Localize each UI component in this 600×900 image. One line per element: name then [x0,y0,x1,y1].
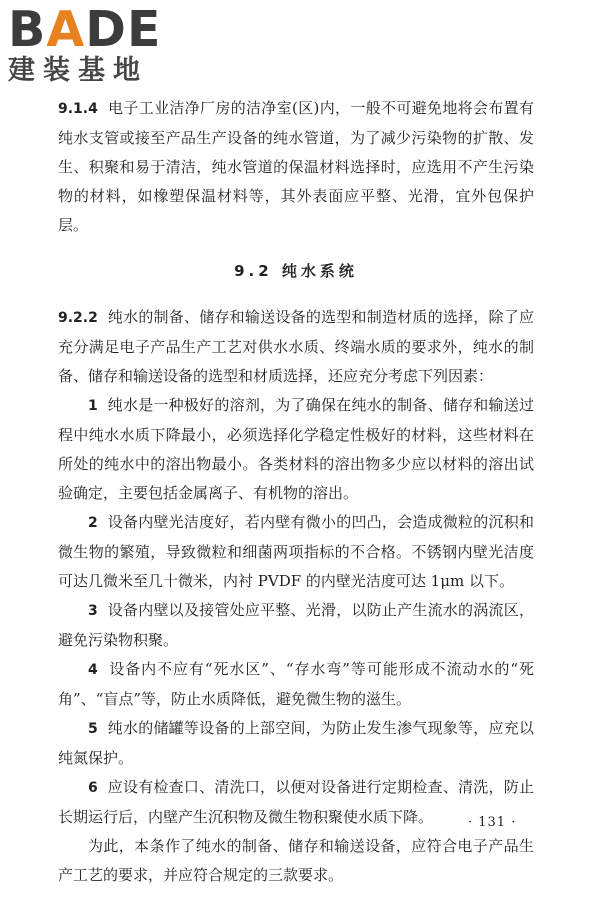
list-item: 6 应设有检查口、清洗口，以便对设备进行定期检查、清洗，防止长期运行后，内壁产生沉积物及微生物积聚使水质下降。 [58,778,534,826]
list-item: 1 纯水是一种极好的溶剂，为了确保在纯水的制备、储存和输送过程中纯水水质下降最小，必须选择化学稳定性极好的材料，这些材料在所处的纯水中的溶出物最小。各类材料的溶出物多少应以材料的溶出试验确定，主要包括金属离子、有机物的溶出。 [58,396,534,502]
site-logo [8,1,178,90]
logo-wordmark: BADE [8,1,162,58]
list-item: 2 设备内壁光洁度好，若内壁有微小的凹凸，会造成微粒的沉积和微生物的繁殖，导致微粒和细菌两项指标的不合格。不锈钢内壁光洁度可达几微米至几十微米，内衬 PVDF 的内壁光洁度可达 1μm 以下。 [58,513,534,590]
list-item: 4 设备内不应有“死水区”、“存水弯”等可能形成不流动水的“死角”、“盲点”等，防止水质降低，避免微生物的滋生。 [58,660,534,708]
clause-text: 电子工业洁净厂房的洁净室(区)内，一般不可避免地将会布置有纯水支管或接至产品生产设备的纯水管道，为了减少污染物的扩散、发生、积聚和易于清洁，纯水管道的保温材料选择时，应选用不产生污染物的材料，如橡塑保温材料等，其外表面应平整、光滑，宜外包保护层。 [58,99,534,234]
clause-text: 纯水的制备、储存和输送设备的选型和制造材质的选择，除了应充分满足电子产品生产工艺对供水水质、终端水质的要求外，纯水的制备、储存和输送设备的选型和材质选择，还应充分考虑下列因素： [58,308,534,385]
closing-paragraph: 为此，本条作了纯水的制备、储存和输送设备，应符合电子产品生产工艺的要求，并应符合规定的三款要求。 [58,837,534,884]
list-item: 3 设备内壁以及接管处应平整、光滑，以防止产生流水的涡流区，避免污染物积聚。 [58,601,534,649]
clause-number: 9.1.4 [58,101,98,117]
document-body [58,94,534,890]
logo-accent-letter: A [46,1,86,58]
clause-number: 9.2.2 [58,310,98,326]
logo-subtitle: 建装基地 [8,55,148,86]
list-item: 5 纯水的储罐等设备的上部空间，为防止发生渗气现象等，应充以纯氮保护。 [58,719,534,767]
clause-9-2-2 [58,303,534,391]
page-number: · 131 · [468,815,517,830]
clause-9-1-4 [58,94,534,240]
section-title: 9.2 纯水系统 [234,262,358,280]
